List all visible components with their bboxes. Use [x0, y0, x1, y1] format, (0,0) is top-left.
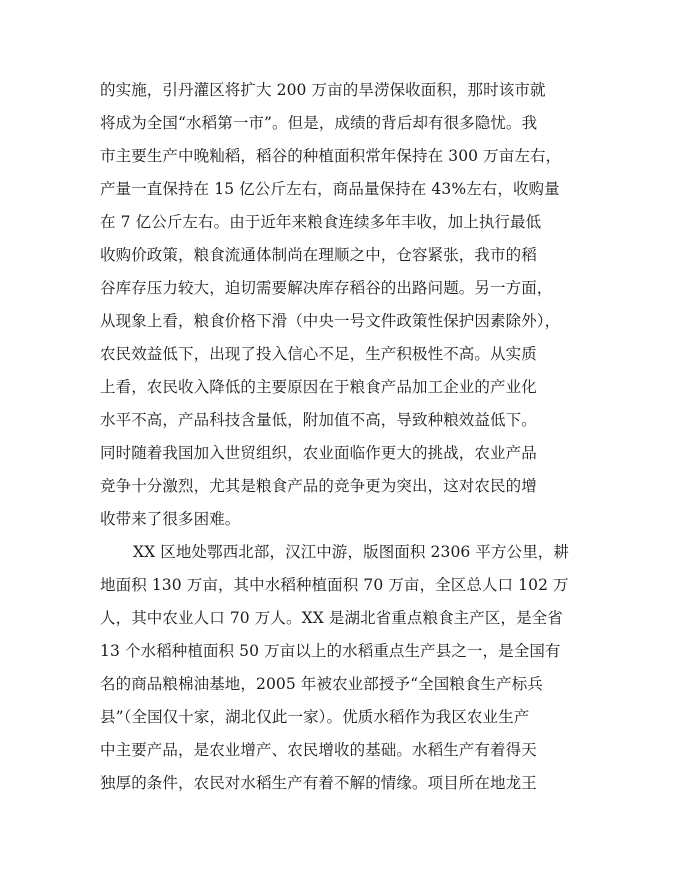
- paragraph-1-line-3: 市主要生产中晚籼稻，稻谷的种植面积常年保持在 300 万亩左右，: [100, 147, 562, 165]
- paragraph-2-line-3: 人，其中农业人口 70 万人。XX 是湖北省重点粮食主产区，是全省: [100, 609, 563, 627]
- paragraph-2-line-5: 名的商品粮棉油基地，2005 年被农业部授予“全国粮食生产标兵: [100, 675, 543, 693]
- paragraph-1-line-11: 水平不高，产品科技含量低，附加值不高，导致种粮效益低下。: [100, 411, 537, 429]
- paragraph-2-line-7: 中主要产品，是农业增产、农民增收的基础。水稻生产有着得天: [100, 741, 537, 759]
- paragraph-1-line-1: 的实施，引丹灌区将扩大 200 万亩的旱涝保收面积，那时该市就: [100, 81, 546, 99]
- paragraph-2-line-6: 县”（全国仅十家，湖北仅此一家）。优质水稻作为我区农业生产: [100, 708, 530, 726]
- paragraph-2-line-8: 独厚的条件，农民对水稻生产有着不解的情缘。项目所在地龙王: [100, 774, 537, 792]
- paragraph-1-line-12: 同时随着我国加入世贸组织，农业面临作更大的挑战，农业产品: [100, 444, 537, 462]
- paragraph-1-line-14: 收带来了很多困难。: [100, 510, 241, 528]
- paragraph-1-line-4: 产量一直保持在 15 亿公斤左右，商品量保持在 43%左右，收购量: [100, 180, 560, 198]
- paragraph-1-line-7: 谷库存压力较大，迫切需要解决库存稻谷的出路问题。另一方面，: [100, 279, 553, 297]
- paragraph-1-line-9: 农民效益低下，出现了投入信心不足，生产积极性不高。从实质: [100, 345, 537, 363]
- paragraph-1-line-5: 在 7 亿公斤左右。由于近年来粮食连续多年丰收，加上执行最低: [100, 213, 542, 231]
- paragraph-2-line-1: XX 区地处鄂西北部，汉江中游，版图面积 2306 平方公里，耕: [133, 543, 569, 561]
- paragraph-1-line-10: 上看，农民收入降低的主要原因在于粮食产品加工企业的产业化: [100, 378, 537, 396]
- paragraph-1-line-8: 从现象上看，粮食价格下滑（中央一号文件政策性保护因素除外），: [100, 312, 561, 330]
- paragraph-2-line-4: 13 个水稻种植面积 50 万亩以上的水稻重点生产县之一，是全国有: [100, 642, 561, 660]
- paragraph-1-line-2: 将成为全国“水稻第一市”。但是，成绩的背后却有很多隐忧。我: [100, 114, 538, 132]
- paragraph-2-line-2: 地面积 130 万亩，其中水稻种植面积 70 万亩，全区总人口 102 万: [100, 576, 569, 594]
- paragraph-1-line-13: 竞争十分激烈，尤其是粮食产品的竞争更为突出，这对农民的增: [100, 477, 537, 495]
- paragraph-1-line-6: 收购价政策，粮食流通体制尚在理顺之中，仓容紧张，我市的稻: [100, 246, 537, 264]
